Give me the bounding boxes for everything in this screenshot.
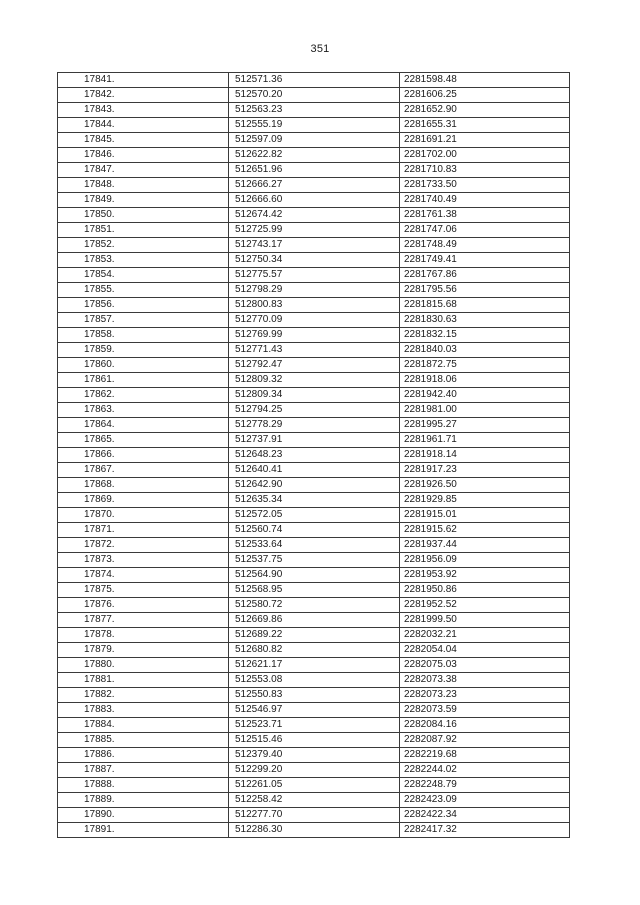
point-number-cell: 17891. <box>58 823 229 838</box>
y-coordinate-cell: 2281655.31 <box>400 118 570 133</box>
point-number-cell: 17854. <box>58 268 229 283</box>
x-coordinate-cell: 512743.17 <box>229 238 400 253</box>
y-coordinate-cell: 2281915.01 <box>400 508 570 523</box>
x-coordinate-cell: 512689.22 <box>229 628 400 643</box>
y-coordinate-cell: 2281918.14 <box>400 448 570 463</box>
y-coordinate-cell: 2281995.27 <box>400 418 570 433</box>
point-number-cell: 17884. <box>58 718 229 733</box>
y-coordinate-cell: 2281740.49 <box>400 193 570 208</box>
table-row <box>58 148 570 163</box>
table-row <box>58 763 570 778</box>
table-row <box>58 418 570 433</box>
point-number-cell: 17867. <box>58 463 229 478</box>
y-coordinate-cell: 2282219.68 <box>400 748 570 763</box>
y-coordinate-cell: 2281942.40 <box>400 388 570 403</box>
x-coordinate-cell: 512648.23 <box>229 448 400 463</box>
y-coordinate-cell: 2282084.16 <box>400 718 570 733</box>
x-coordinate-cell: 512725.99 <box>229 223 400 238</box>
table-row <box>58 688 570 703</box>
table-row <box>58 538 570 553</box>
table-row <box>58 673 570 688</box>
table-row <box>58 808 570 823</box>
y-coordinate-cell: 2282054.04 <box>400 643 570 658</box>
y-coordinate-cell: 2281999.50 <box>400 613 570 628</box>
y-coordinate-cell: 2281915.62 <box>400 523 570 538</box>
y-coordinate-cell: 2281733.50 <box>400 178 570 193</box>
point-number-cell: 17885. <box>58 733 229 748</box>
point-number-cell: 17843. <box>58 103 229 118</box>
x-coordinate-cell: 512666.27 <box>229 178 400 193</box>
x-coordinate-cell: 512621.17 <box>229 658 400 673</box>
table-row <box>58 823 570 838</box>
point-number-cell: 17872. <box>58 538 229 553</box>
y-coordinate-cell: 2281937.44 <box>400 538 570 553</box>
y-coordinate-cell: 2281981.00 <box>400 403 570 418</box>
point-number-cell: 17857. <box>58 313 229 328</box>
y-coordinate-cell: 2281950.86 <box>400 583 570 598</box>
table-row <box>58 643 570 658</box>
table-row <box>58 193 570 208</box>
point-number-cell: 17862. <box>58 388 229 403</box>
y-coordinate-cell: 2281702.00 <box>400 148 570 163</box>
x-coordinate-cell: 512642.90 <box>229 478 400 493</box>
y-coordinate-cell: 2282032.21 <box>400 628 570 643</box>
table-row <box>58 658 570 673</box>
table-row <box>58 748 570 763</box>
y-coordinate-cell: 2281795.56 <box>400 283 570 298</box>
x-coordinate-cell: 512572.05 <box>229 508 400 523</box>
point-number-cell: 17879. <box>58 643 229 658</box>
point-number-cell: 17858. <box>58 328 229 343</box>
table-row <box>58 718 570 733</box>
point-number-cell: 17883. <box>58 703 229 718</box>
point-number-cell: 17882. <box>58 688 229 703</box>
table-row <box>58 523 570 538</box>
x-coordinate-cell: 512809.34 <box>229 388 400 403</box>
point-number-cell: 17875. <box>58 583 229 598</box>
y-coordinate-cell: 2281956.09 <box>400 553 570 568</box>
x-coordinate-cell: 512750.34 <box>229 253 400 268</box>
table-row <box>58 703 570 718</box>
table-row <box>58 733 570 748</box>
x-coordinate-cell: 512809.32 <box>229 373 400 388</box>
point-number-cell: 17887. <box>58 763 229 778</box>
table-row <box>58 313 570 328</box>
point-number-cell: 17844. <box>58 118 229 133</box>
table-row <box>58 133 570 148</box>
point-number-cell: 17849. <box>58 193 229 208</box>
x-coordinate-cell: 512560.74 <box>229 523 400 538</box>
x-coordinate-cell: 512571.36 <box>229 73 400 88</box>
point-number-cell: 17855. <box>58 283 229 298</box>
table-row <box>58 163 570 178</box>
y-coordinate-cell: 2281953.92 <box>400 568 570 583</box>
table-row <box>58 463 570 478</box>
y-coordinate-cell: 2281691.21 <box>400 133 570 148</box>
y-coordinate-cell: 2282417.32 <box>400 823 570 838</box>
table-row <box>58 508 570 523</box>
y-coordinate-cell: 2282422.34 <box>400 808 570 823</box>
point-number-cell: 17852. <box>58 238 229 253</box>
table-row <box>58 223 570 238</box>
point-number-cell: 17841. <box>58 73 229 88</box>
table-row <box>58 343 570 358</box>
y-coordinate-cell: 2281815.68 <box>400 298 570 313</box>
table-row <box>58 478 570 493</box>
table-row <box>58 583 570 598</box>
point-number-cell: 17847. <box>58 163 229 178</box>
y-coordinate-cell: 2281748.49 <box>400 238 570 253</box>
point-number-cell: 17846. <box>58 148 229 163</box>
table-row <box>58 298 570 313</box>
x-coordinate-cell: 512580.72 <box>229 598 400 613</box>
point-number-cell: 17889. <box>58 793 229 808</box>
y-coordinate-cell: 2282075.03 <box>400 658 570 673</box>
point-number-cell: 17888. <box>58 778 229 793</box>
x-coordinate-cell: 512299.20 <box>229 763 400 778</box>
x-coordinate-cell: 512563.23 <box>229 103 400 118</box>
x-coordinate-cell: 512564.90 <box>229 568 400 583</box>
table-row <box>58 613 570 628</box>
y-coordinate-cell: 2282244.02 <box>400 763 570 778</box>
table-row <box>58 283 570 298</box>
y-coordinate-cell: 2281652.90 <box>400 103 570 118</box>
x-coordinate-cell: 512537.75 <box>229 553 400 568</box>
table-row <box>58 88 570 103</box>
table-row <box>58 553 570 568</box>
table-row <box>58 568 570 583</box>
table-row <box>58 253 570 268</box>
point-number-cell: 17860. <box>58 358 229 373</box>
y-coordinate-cell: 2282087.92 <box>400 733 570 748</box>
table-row <box>58 448 570 463</box>
point-number-cell: 17845. <box>58 133 229 148</box>
x-coordinate-cell: 512546.97 <box>229 703 400 718</box>
x-coordinate-cell: 512515.46 <box>229 733 400 748</box>
x-coordinate-cell: 512674.42 <box>229 208 400 223</box>
y-coordinate-cell: 2281961.71 <box>400 433 570 448</box>
x-coordinate-cell: 512798.29 <box>229 283 400 298</box>
x-coordinate-cell: 512669.86 <box>229 613 400 628</box>
y-coordinate-cell: 2281840.03 <box>400 343 570 358</box>
y-coordinate-cell: 2282423.09 <box>400 793 570 808</box>
y-coordinate-cell: 2281952.52 <box>400 598 570 613</box>
point-number-cell: 17886. <box>58 748 229 763</box>
table-row <box>58 403 570 418</box>
table-row <box>58 793 570 808</box>
table-row <box>58 388 570 403</box>
y-coordinate-cell: 2281747.06 <box>400 223 570 238</box>
y-coordinate-cell: 2281929.85 <box>400 493 570 508</box>
x-coordinate-cell: 512622.82 <box>229 148 400 163</box>
point-number-cell: 17863. <box>58 403 229 418</box>
coordinates-table <box>57 72 570 838</box>
point-number-cell: 17850. <box>58 208 229 223</box>
y-coordinate-cell: 2281606.25 <box>400 88 570 103</box>
x-coordinate-cell: 512800.83 <box>229 298 400 313</box>
table-row <box>58 73 570 88</box>
x-coordinate-cell: 512775.57 <box>229 268 400 283</box>
y-coordinate-cell: 2281749.41 <box>400 253 570 268</box>
x-coordinate-cell: 512597.09 <box>229 133 400 148</box>
table-row <box>58 373 570 388</box>
point-number-cell: 17865. <box>58 433 229 448</box>
point-number-cell: 17864. <box>58 418 229 433</box>
y-coordinate-cell: 2281761.38 <box>400 208 570 223</box>
x-coordinate-cell: 512568.95 <box>229 583 400 598</box>
x-coordinate-cell: 512379.40 <box>229 748 400 763</box>
point-number-cell: 17881. <box>58 673 229 688</box>
table-row <box>58 628 570 643</box>
y-coordinate-cell: 2281832.15 <box>400 328 570 343</box>
x-coordinate-cell: 512277.70 <box>229 808 400 823</box>
table-row <box>58 358 570 373</box>
table-row <box>58 178 570 193</box>
y-coordinate-cell: 2281710.83 <box>400 163 570 178</box>
y-coordinate-cell: 2282073.59 <box>400 703 570 718</box>
table-row <box>58 268 570 283</box>
point-number-cell: 17856. <box>58 298 229 313</box>
point-number-cell: 17851. <box>58 223 229 238</box>
point-number-cell: 17877. <box>58 613 229 628</box>
point-number-cell: 17869. <box>58 493 229 508</box>
point-number-cell: 17866. <box>58 448 229 463</box>
point-number-cell: 17853. <box>58 253 229 268</box>
point-number-cell: 17861. <box>58 373 229 388</box>
x-coordinate-cell: 512651.96 <box>229 163 400 178</box>
point-number-cell: 17871. <box>58 523 229 538</box>
x-coordinate-cell: 512555.19 <box>229 118 400 133</box>
y-coordinate-cell: 2282248.79 <box>400 778 570 793</box>
point-number-cell: 17878. <box>58 628 229 643</box>
page-number: 351 <box>310 43 330 55</box>
x-coordinate-cell: 512635.34 <box>229 493 400 508</box>
x-coordinate-cell: 512737.91 <box>229 433 400 448</box>
x-coordinate-cell: 512680.82 <box>229 643 400 658</box>
y-coordinate-cell: 2281598.48 <box>400 73 570 88</box>
point-number-cell: 17873. <box>58 553 229 568</box>
coordinates-table-body <box>58 73 570 838</box>
table-row <box>58 598 570 613</box>
table-row <box>58 238 570 253</box>
point-number-cell: 17890. <box>58 808 229 823</box>
point-number-cell: 17880. <box>58 658 229 673</box>
table-row <box>58 778 570 793</box>
point-number-cell: 17848. <box>58 178 229 193</box>
point-number-cell: 17870. <box>58 508 229 523</box>
table-row <box>58 493 570 508</box>
x-coordinate-cell: 512553.08 <box>229 673 400 688</box>
point-number-cell: 17876. <box>58 598 229 613</box>
x-coordinate-cell: 512666.60 <box>229 193 400 208</box>
x-coordinate-cell: 512770.09 <box>229 313 400 328</box>
x-coordinate-cell: 512771.43 <box>229 343 400 358</box>
y-coordinate-cell: 2281767.86 <box>400 268 570 283</box>
x-coordinate-cell: 512258.42 <box>229 793 400 808</box>
y-coordinate-cell: 2281872.75 <box>400 358 570 373</box>
y-coordinate-cell: 2282073.38 <box>400 673 570 688</box>
table-row <box>58 103 570 118</box>
x-coordinate-cell: 512570.20 <box>229 88 400 103</box>
table-row <box>58 433 570 448</box>
x-coordinate-cell: 512286.30 <box>229 823 400 838</box>
y-coordinate-cell: 2281926.50 <box>400 478 570 493</box>
x-coordinate-cell: 512261.05 <box>229 778 400 793</box>
y-coordinate-cell: 2282073.23 <box>400 688 570 703</box>
x-coordinate-cell: 512794.25 <box>229 403 400 418</box>
x-coordinate-cell: 512640.41 <box>229 463 400 478</box>
x-coordinate-cell: 512550.83 <box>229 688 400 703</box>
y-coordinate-cell: 2281917.23 <box>400 463 570 478</box>
y-coordinate-cell: 2281918.06 <box>400 373 570 388</box>
table-row <box>58 328 570 343</box>
point-number-cell: 17868. <box>58 478 229 493</box>
y-coordinate-cell: 2281830.63 <box>400 313 570 328</box>
x-coordinate-cell: 512523.71 <box>229 718 400 733</box>
x-coordinate-cell: 512769.99 <box>229 328 400 343</box>
point-number-cell: 17874. <box>58 568 229 583</box>
point-number-cell: 17859. <box>58 343 229 358</box>
point-number-cell: 17842. <box>58 88 229 103</box>
x-coordinate-cell: 512792.47 <box>229 358 400 373</box>
x-coordinate-cell: 512778.29 <box>229 418 400 433</box>
x-coordinate-cell: 512533.64 <box>229 538 400 553</box>
table-row <box>58 118 570 133</box>
table-row <box>58 208 570 223</box>
